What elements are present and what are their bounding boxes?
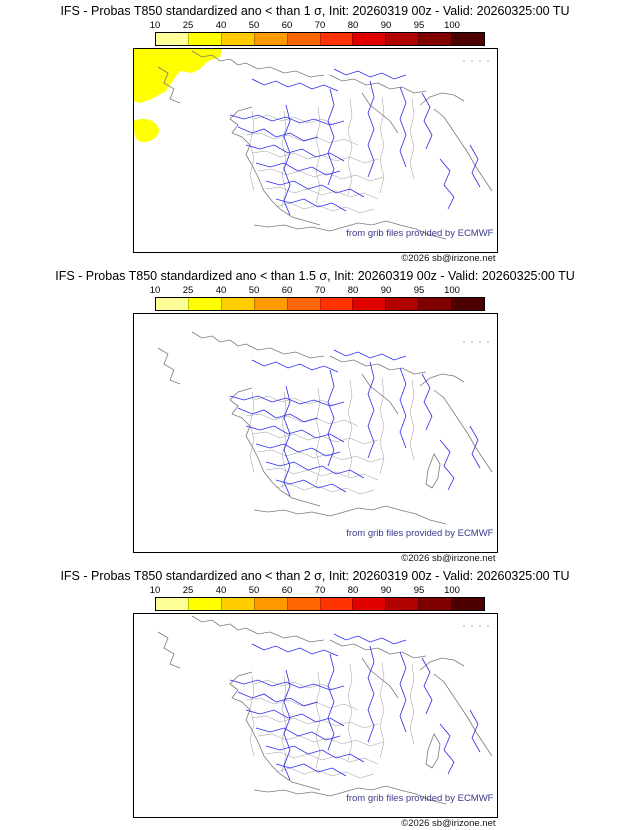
ecmwf-credit: from grib files provided by ECMWF [346,228,494,239]
colorbar-tick: 90 [380,585,392,596]
colorbar-segment [287,598,320,610]
colorbar-segment [320,598,353,610]
rivers-layer [230,634,480,780]
colorbar-3 [0,585,630,613]
panel-title: IFS - Probas T850 standardized ano < than 2 σ, Init: 20260319 00z - Valid: 20260325:00 TU [60,569,570,583]
graticule-marks [463,60,488,61]
colorbar-tick: 50 [248,285,260,296]
colorbar-tick: 95 [413,20,425,31]
coastline-layer [158,332,492,524]
colorbar-tick: 40 [215,20,227,31]
colorbar-tick: 40 [215,585,227,596]
colorbar-segment [352,33,385,45]
colorbar-tick: 70 [314,20,326,31]
colorbar-segment [156,33,188,45]
colorbar-segment [451,298,484,310]
rivers-layer [230,69,480,215]
colorbar-tick: 60 [281,285,293,296]
graticule-marks [463,341,488,342]
owner-credit: ©2026 sb@irizone.net [401,818,496,829]
colorbar-segment [418,598,451,610]
colorbar-segment [221,298,254,310]
colorbar-segment [352,598,385,610]
rivers-layer [230,350,480,496]
forecast-panel-1p5sigma [0,265,630,565]
colorbar-segment [254,298,287,310]
colorbar-gradient [155,297,485,311]
ecmwf-credit: from grib files provided by ECMWF [346,793,494,804]
colorbar-segment [451,33,484,45]
colorbar-tick: 25 [182,20,194,31]
colorbar-tick: 70 [314,585,326,596]
owner-credit: ©2026 sb@irizone.net [401,553,496,564]
colorbar-segment [352,298,385,310]
colorbar-tick: 25 [182,585,194,596]
colorbar-tick: 80 [347,285,359,296]
map-canvas-1sigma[interactable] [133,48,498,253]
colorbar-gradient [155,597,485,611]
colorbar-tick: 50 [248,20,260,31]
colorbar-segment [418,298,451,310]
admin-boundaries-layer [246,378,414,494]
colorbar-segment [418,33,451,45]
colorbar-segment [320,33,353,45]
colorbar-tick: 100 [444,20,460,31]
colorbar-segment [385,33,418,45]
colorbar-segment [320,298,353,310]
atlantic-offshore-anomaly-blob [134,119,159,142]
ecmwf-credit: from grib files provided by ECMWF [346,528,494,539]
map-canvas-2sigma[interactable] [133,613,498,818]
colorbar-segment [156,298,188,310]
colorbar-tick: 70 [314,285,326,296]
admin-boundaries-layer [246,662,414,778]
owner-credit: ©2026 sb@irizone.net [401,253,496,264]
colorbar-segment [221,598,254,610]
colorbar-tick: 60 [281,585,293,596]
panel-title: IFS - Probas T850 standardized ano < than 1.5 σ, Init: 20260319 00z - Valid: 20260325:00 TU [55,269,575,283]
colorbar-segment [188,598,221,610]
colorbar-segment [221,33,254,45]
colorbar-tick: 10 [149,20,161,31]
colorbar-segment [156,598,188,610]
colorbar-tick: 90 [380,20,392,31]
colorbar-segment [254,598,287,610]
admin-boundaries-layer [246,97,414,213]
coastline-layer [158,616,492,804]
colorbar-tick-labels [0,20,630,32]
colorbar-2 [0,285,630,313]
colorbar-segment [385,298,418,310]
colorbar-tick-labels [0,585,630,597]
colorbar-tick: 25 [182,285,194,296]
colorbar-tick: 80 [347,20,359,31]
colorbar-tick: 95 [413,585,425,596]
colorbar-gradient [155,32,485,46]
colorbar-tick: 10 [149,285,161,296]
coastline-layer [158,49,498,247]
colorbar-segment [451,598,484,610]
colorbar-tick: 100 [444,285,460,296]
graticule-marks [463,625,488,626]
atlantic-nw-anomaly-patch [134,49,222,103]
colorbar-segment [188,33,221,45]
colorbar-tick: 50 [248,585,260,596]
colorbar-segment [287,33,320,45]
colorbar-segment [254,33,287,45]
forecast-panel-2sigma [0,565,630,830]
colorbar-tick: 90 [380,285,392,296]
colorbar-segment [188,298,221,310]
colorbar-segment [385,598,418,610]
panel-title: IFS - Probas T850 standardized ano < than 1 σ, Init: 20260319 00z - Valid: 20260325:00 TU [60,4,570,18]
colorbar-tick: 80 [347,585,359,596]
forecast-panel-1sigma [0,0,630,265]
colorbar-tick: 60 [281,20,293,31]
colorbar-1 [0,20,630,48]
map-canvas-1p5sigma[interactable] [133,313,498,553]
colorbar-tick-labels [0,285,630,297]
colorbar-segment [287,298,320,310]
colorbar-tick: 95 [413,285,425,296]
colorbar-tick: 40 [215,285,227,296]
anomaly-shading-layer [134,49,222,142]
colorbar-tick: 100 [444,585,460,596]
colorbar-tick: 10 [149,585,161,596]
